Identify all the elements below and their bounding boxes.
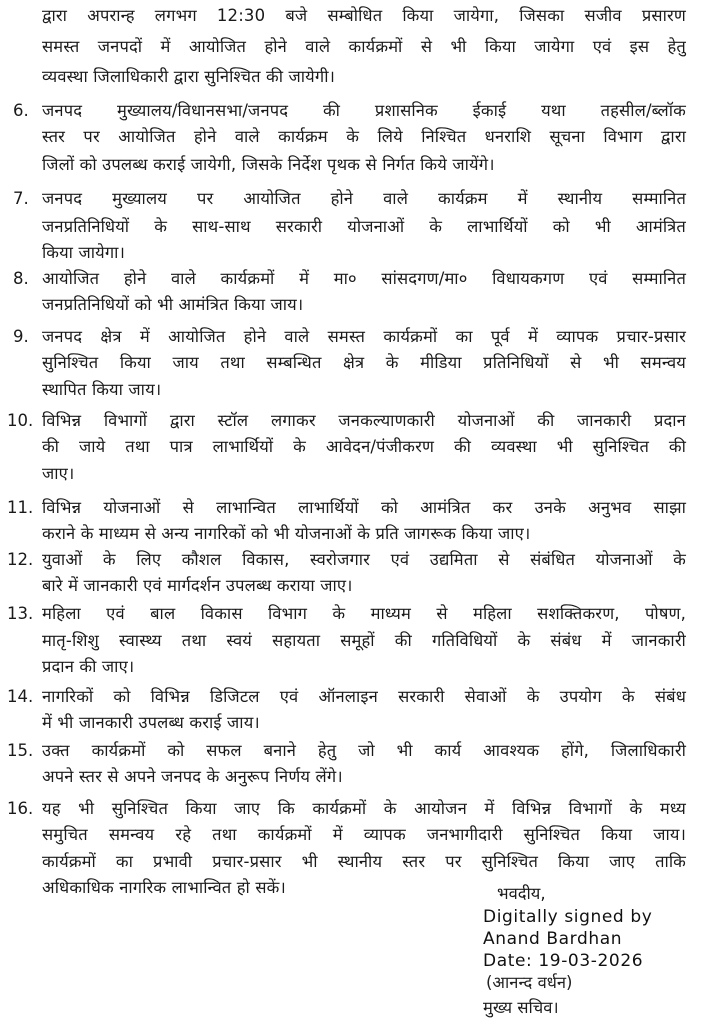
item-line: जनप्रतिनिधियों के साथ-साथ सरकारी योजनाओं के लाभार्थियों को भी आमंत्रित [42, 217, 686, 236]
item-line: जनपद मुख्यालय/विधानसभा/जनपद की प्रशासनिक ईकाई यथा तहसील/ब्लॉक [42, 101, 686, 120]
item-line: की जाये तथा पात्र लाभार्थियों के आवेदन/पंजीकरण की व्यवस्था भी सुनिश्चित की [42, 437, 686, 456]
item-number: 9. [13, 327, 29, 346]
item-line: स्तर पर आयोजित होने वाले कार्यक्रम के लिये निश्चित धनराशि सूचना विभाग द्वारा [42, 127, 686, 146]
item-number: 6. [13, 101, 29, 120]
item-line: प्रदान की जाए। [42, 657, 135, 676]
item-line: यह भी सुनिश्चित किया जाए कि कार्यक्रमों के आयोजन में विभिन्न विभागों के मध्य [42, 799, 686, 818]
intro-line: व्यवस्था जिलाधिकारी द्वारा सुनिश्चित की जायेगी। [42, 67, 336, 86]
designation: मुख्य सचिव। [483, 998, 559, 1017]
item-number: 15. [7, 741, 34, 760]
item-line: स्थापित किया जाय। [42, 380, 162, 399]
signature-line-1: Digitally signed by [483, 907, 653, 927]
item-line: सुनिश्चित किया जाय तथा सम्बन्धित क्षेत्र के मीडिया प्रतिनिधियों से भी समन्वय [42, 353, 686, 372]
item-line: समुचित समन्वय रहे तथा कार्यक्रमों में व्यापक जनभागीदारी सुनिश्चित किया जाय। [42, 825, 686, 844]
intro-line: समस्त जनपदों में आयोजित होने वाले कार्यक्रमों से भी किया जायेगा एवं इस हेतु [42, 37, 686, 56]
item-number: 10. [7, 411, 34, 430]
item-number: 14. [7, 687, 34, 706]
item-line: महिला एवं बाल विकास विभाग के माध्यम से महिला सशक्तिकरण, पोषण, [42, 604, 686, 623]
item-number: 8. [13, 269, 29, 288]
item-line: अधिकाधिक नागरिक लाभान्वित हो सकें। [42, 878, 286, 897]
item-line: कार्यक्रमों का प्रभावी प्रचार-प्रसार भी स्थानीय स्तर पर सुनिश्चित किया जाए ताकि [42, 852, 686, 871]
signature-line-3: Date: 19-03-2026 [483, 951, 644, 971]
item-number: 16. [7, 799, 34, 818]
signature-line-2: Anand Bardhan [483, 929, 623, 949]
item-line: बारे में जानकारी एवं मार्गदर्शन उपलब्ध कराया जाए। [42, 576, 353, 595]
item-line: उक्त कार्यक्रमों को सफल बनाने हेतु जो भी कार्य आवश्यक होंगे, जिलाधिकारी [42, 741, 686, 760]
item-line: आयोजित होने वाले कार्यक्रमों में मा० सांसदगण/मा० विधायकगण एवं सम्मानित [42, 269, 686, 288]
item-line: विभिन्न योजनाओं से लाभान्वित लाभार्थियों को आमंत्रित कर उनके अनुभव साझा [42, 498, 686, 517]
item-line: मातृ-शिशु स्वास्थ्य तथा स्वयं सहायता समूहों की गतिविधियों के संबंध में जानकारी [42, 631, 686, 650]
item-line: कराने के माध्यम से अन्य नागरिकों को भी योजनाओं के प्रति जागरूक किया जाए। [42, 524, 531, 543]
item-number: 11. [7, 498, 34, 517]
signatory-name: (आनन्द वर्धन) [486, 973, 573, 992]
item-line: किया जायेगा। [42, 243, 125, 262]
item-line: विभिन्न विभागों द्वारा स्टॉल लगाकर जनकल्याणकारी योजनाओं की जानकारी प्रदान [42, 411, 686, 430]
item-line: युवाओं के लिए कौशल विकास, स्वरोजगार एवं उद्यमिता से संबंधित योजनाओं के [42, 550, 686, 569]
item-line: जाए। [42, 464, 75, 483]
item-line: जिलों को उपलब्ध कराई जायेगी, जिसके निर्देश पृथक से निर्गत किये जायेंगे। [42, 155, 495, 174]
item-line: जनपद क्षेत्र में आयोजित होने वाले समस्त कार्यक्रमों का पूर्व में व्यापक प्रचार-प्रसार [42, 327, 686, 346]
salutation: भवदीय, [497, 884, 546, 903]
intro-line: द्वारा अपरान्ह लगभग 12:30 बजे सम्बोधित किया जायेगा, जिसका सजीव प्रसारण [42, 6, 686, 25]
item-number: 13. [7, 604, 34, 623]
item-line: जनप्रतिनिधियों को भी आमंत्रित किया जाय। [42, 295, 304, 314]
item-line: जनपद मुख्यालय पर आयोजित होने वाले कार्यक्रम में स्थानीय सम्मानित [42, 189, 686, 208]
item-number: 7. [13, 189, 29, 208]
item-line: नागरिकों को विभिन्न डिजिटल एवं ऑनलाइन सरकारी सेवाओं के उपयोग के संबंध [42, 687, 686, 706]
item-line: अपने स्तर से अपने जनपद के अनुरूप निर्णय लेंगे। [42, 767, 343, 786]
item-line: में भी जानकारी उपलब्ध कराई जाय। [42, 713, 260, 732]
item-number: 12. [7, 550, 34, 569]
